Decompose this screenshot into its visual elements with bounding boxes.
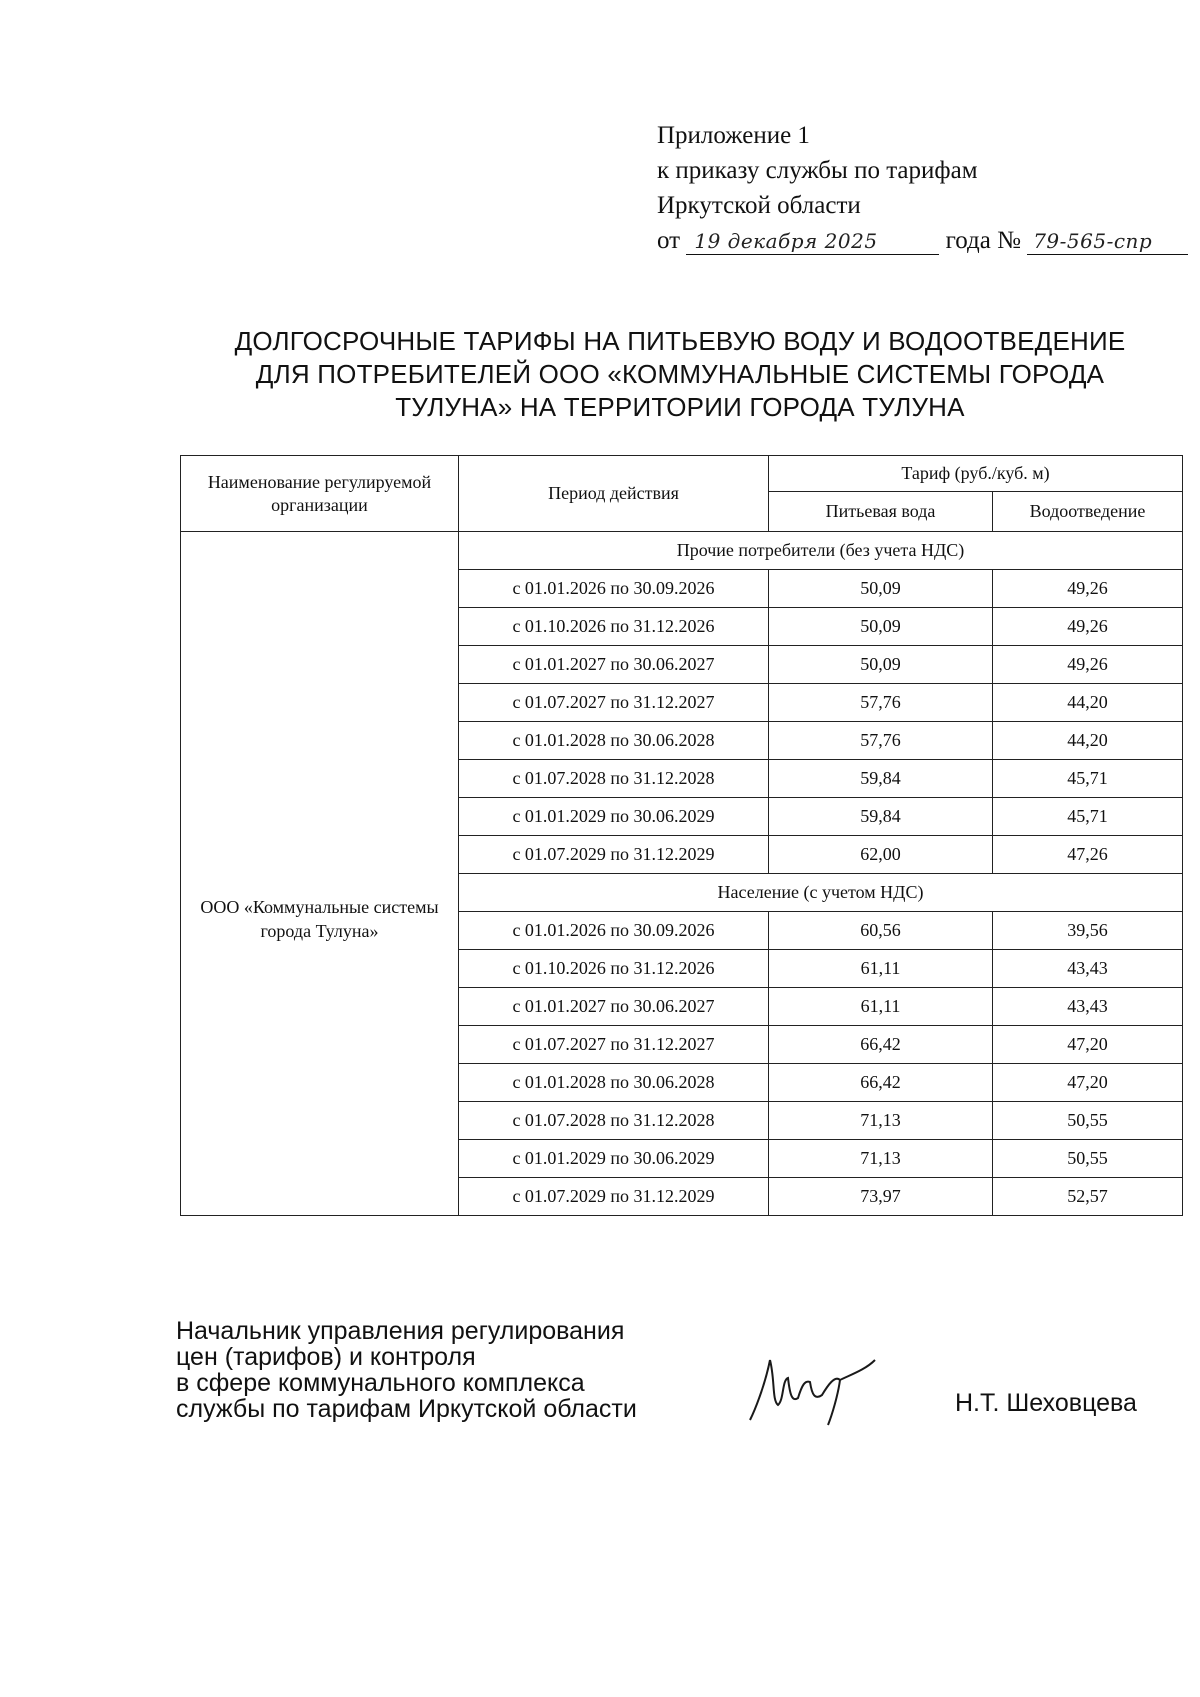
water-tariff-cell: 59,84 [769, 760, 993, 798]
period-cell: с 01.01.2029 по 30.06.2029 [459, 798, 769, 836]
period-cell: с 01.01.2026 по 30.09.2026 [459, 570, 769, 608]
signer-name: Н.Т. Шеховцева [955, 1389, 1137, 1417]
water-tariff-cell: 73,97 [769, 1178, 993, 1216]
appendix-line-2: к приказу службы по тарифам [657, 157, 978, 184]
document-title [170, 325, 1190, 424]
water-tariff-cell: 50,09 [769, 646, 993, 684]
section-row [181, 532, 1183, 570]
appendix-line-3: Иркутской области [657, 192, 861, 219]
sewer-tariff-cell: 50,55 [993, 1140, 1183, 1178]
date-prefix: от [657, 227, 681, 254]
sewer-tariff-cell: 52,57 [993, 1178, 1183, 1216]
header-organization: Наименование регулируемой организации [181, 456, 459, 532]
period-cell: с 01.01.2026 по 30.09.2026 [459, 912, 769, 950]
water-tariff-cell: 57,76 [769, 684, 993, 722]
water-tariff-cell: 50,09 [769, 570, 993, 608]
sewer-tariff-cell: 50,55 [993, 1102, 1183, 1140]
handwritten-date: 19 декабря 2025 [686, 228, 939, 255]
year-number-label: года № [945, 227, 1021, 254]
period-cell: с 01.01.2027 по 30.06.2027 [459, 646, 769, 684]
sewer-tariff-cell: 43,43 [993, 950, 1183, 988]
sewer-tariff-cell: 49,26 [993, 646, 1183, 684]
period-cell: с 01.07.2028 по 31.12.2028 [459, 1102, 769, 1140]
tariff-table [180, 455, 1183, 1216]
water-tariff-cell: 71,13 [769, 1102, 993, 1140]
period-cell: с 01.10.2026 по 31.12.2026 [459, 608, 769, 646]
title-line-2: ДЛЯ ПОТРЕБИТЕЛЕЙ ООО «КОММУНАЛЬНЫЕ СИСТЕМЫ ГОРОДА [255, 359, 1105, 389]
period-cell: с 01.01.2028 по 30.06.2028 [459, 1064, 769, 1102]
table-body [181, 532, 1183, 1216]
sewer-tariff-cell: 45,71 [993, 798, 1183, 836]
sewer-tariff-cell: 43,43 [993, 988, 1183, 1026]
period-cell: с 01.07.2029 по 31.12.2029 [459, 1178, 769, 1216]
water-tariff-cell: 59,84 [769, 798, 993, 836]
footer-line-1: Начальник управления регулирования [176, 1317, 625, 1345]
appendix-date-line [657, 223, 1188, 258]
period-cell: с 01.01.2028 по 30.06.2028 [459, 722, 769, 760]
footer-position [176, 1318, 637, 1422]
period-cell: с 01.07.2028 по 31.12.2028 [459, 760, 769, 798]
water-tariff-cell: 60,56 [769, 912, 993, 950]
header-period: Период действия [459, 456, 769, 532]
water-tariff-cell: 71,13 [769, 1140, 993, 1178]
water-tariff-cell: 66,42 [769, 1026, 993, 1064]
header-tariff: Тариф (руб./куб. м) [769, 456, 1183, 492]
header-water: Питьевая вода [769, 491, 993, 531]
water-tariff-cell: 62,00 [769, 836, 993, 874]
period-cell: с 01.01.2027 по 30.06.2027 [459, 988, 769, 1026]
water-tariff-cell: 66,42 [769, 1064, 993, 1102]
sewer-tariff-cell: 49,26 [993, 608, 1183, 646]
signature-image [740, 1340, 940, 1430]
section-title: Прочие потребители (без учета НДС) [459, 532, 1183, 570]
sewer-tariff-cell: 47,20 [993, 1026, 1183, 1064]
sewer-tariff-cell: 44,20 [993, 722, 1183, 760]
water-tariff-cell: 61,11 [769, 988, 993, 1026]
sewer-tariff-cell: 49,26 [993, 570, 1183, 608]
footer-line-2: цен (тарифов) и контроля [176, 1343, 476, 1371]
period-cell: с 01.07.2029 по 31.12.2029 [459, 836, 769, 874]
sewer-tariff-cell: 39,56 [993, 912, 1183, 950]
water-tariff-cell: 61,11 [769, 950, 993, 988]
period-cell: с 01.10.2026 по 31.12.2026 [459, 950, 769, 988]
handwritten-order-number: 79-565-спр [1027, 228, 1188, 255]
section-title: Население (с учетом НДС) [459, 874, 1183, 912]
period-cell: с 01.01.2029 по 30.06.2029 [459, 1140, 769, 1178]
sewer-tariff-cell: 45,71 [993, 760, 1183, 798]
water-tariff-cell: 57,76 [769, 722, 993, 760]
period-cell: с 01.07.2027 по 31.12.2027 [459, 684, 769, 722]
footer-line-3: в сфере коммунального комплекса [176, 1369, 585, 1397]
organization-cell: ООО «Коммунальные системы города Тулуна» [181, 532, 459, 1216]
header-sewer: Водоотведение [993, 491, 1183, 531]
sewer-tariff-cell: 47,20 [993, 1064, 1183, 1102]
title-line-3: ТУЛУНА» НА ТЕРРИТОРИИ ГОРОДА ТУЛУНА [395, 392, 965, 422]
sewer-tariff-cell: 47,26 [993, 836, 1183, 874]
appendix-block [657, 118, 1188, 258]
sewer-tariff-cell: 44,20 [993, 684, 1183, 722]
footer-line-4: службы по тарифам Иркутской области [176, 1395, 637, 1423]
appendix-line-1: Приложение 1 [657, 122, 810, 149]
period-cell: с 01.07.2027 по 31.12.2027 [459, 1026, 769, 1064]
title-line-1: ДОЛГОСРОЧНЫЕ ТАРИФЫ НА ПИТЬЕВУЮ ВОДУ И ВОДООТВЕДЕНИЕ [234, 326, 1126, 356]
water-tariff-cell: 50,09 [769, 608, 993, 646]
